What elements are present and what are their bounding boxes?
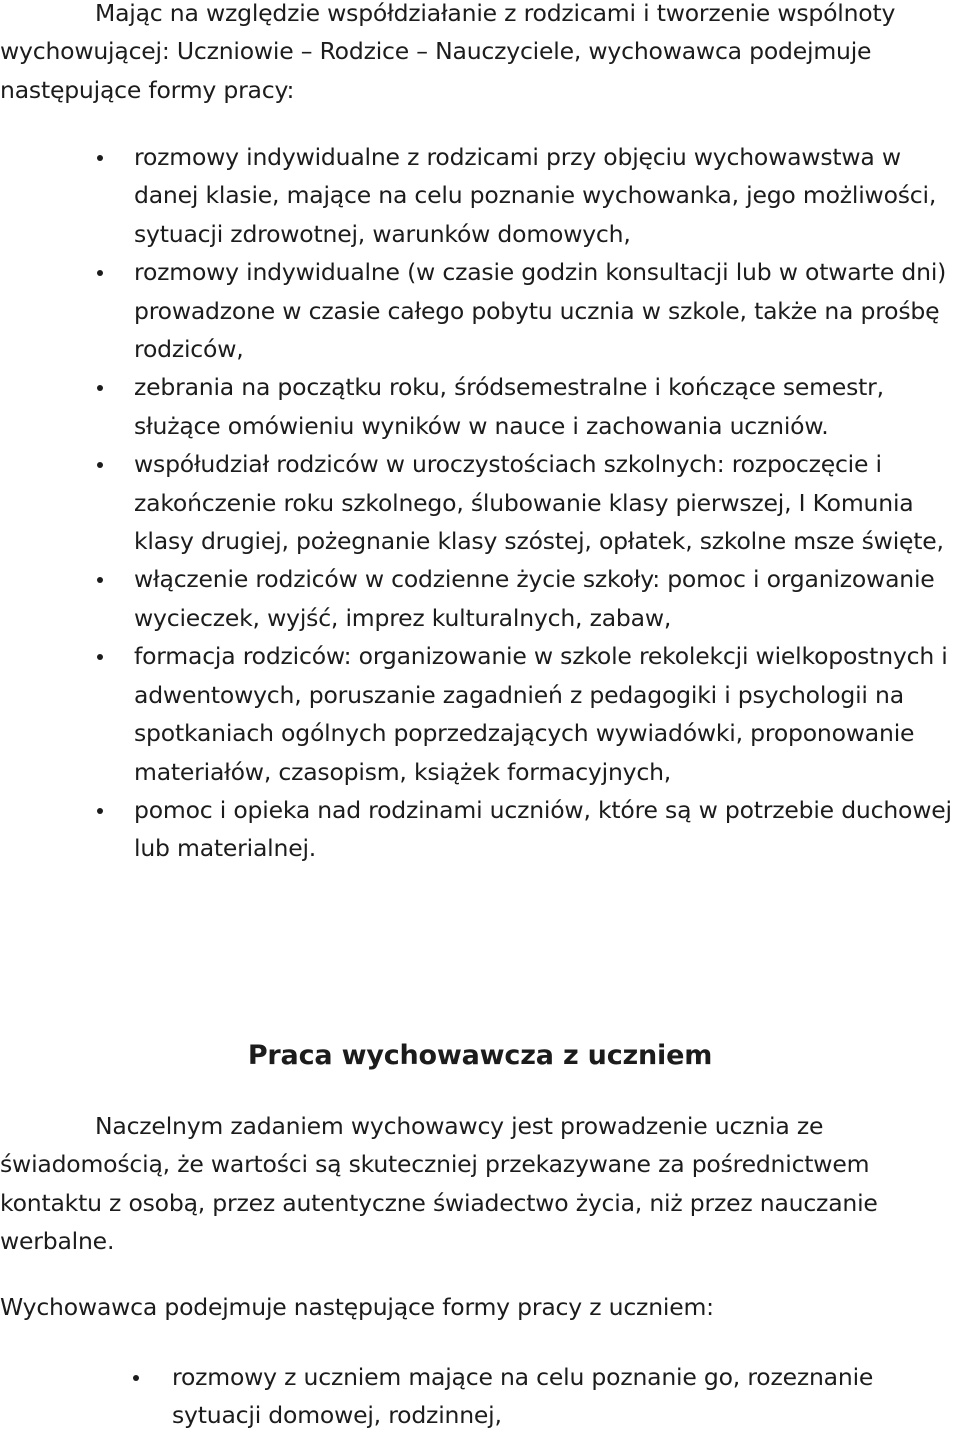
bullet-icon: [97, 577, 103, 583]
bullet-icon: [97, 270, 103, 276]
list-item: współudział rodziców w uroczystościach szkolnych: rozpoczęcie i zakończenie roku szkolnego, ślubowanie klasy pierwszej, I Komunia klasy drugiej, pożegnanie klasy szóstej, opłatek, szkolne msze święte,: [134, 445, 960, 560]
student-forms-list: [172, 1358, 952, 1435]
bullet-icon: [97, 462, 103, 468]
section-heading: Praca wychowawcza z uczniem: [247, 1040, 713, 1071]
intro-text: Mając na względzie współdziałanie z rodzicami i tworzenie wspólnoty wychowującej: Uczniowie – Rodzice – Nauczyciele, wychowawca podejmuje następujące formy pracy:: [0, 0, 896, 104]
list-item: włączenie rodziców w codzienne życie szkoły: pomoc i organizowanie wycieczek, wyjść, imprez kulturalnych, zabaw,: [134, 560, 960, 637]
bullet-icon: [97, 155, 103, 161]
list-item: rozmowy z uczniem mające na celu poznanie go, rozeznanie sytuacji domowej, rodzinnej,: [172, 1358, 952, 1435]
section-paragraph: [0, 1107, 958, 1261]
parent-forms-list: [134, 138, 960, 868]
bullet-icon: [97, 385, 103, 391]
bullet-icon: [97, 808, 103, 814]
section-paragraph-text: Naczelnym zadaniem wychowawcy jest prowadzenie ucznia ze świadomością, że wartości są skuteczniej przekazywane za pośrednictwem kontaktu z osobą, przez autentyczne świadectwo życia, niż przez nauczanie werbalne.: [0, 1112, 878, 1256]
list-item: pomoc i opieka nad rodzinami uczniów, które są w potrzebie duchowej lub materialnej.: [134, 791, 960, 868]
forms-intro: Wychowawca podejmuje następujące formy pracy z uczniem:: [0, 1293, 714, 1321]
bullet-icon: [97, 654, 103, 660]
list-item: rozmowy indywidualne (w czasie godzin konsultacji lub w otwarte dni) prowadzone w czasie całego pobytu ucznia w szkole, także na prośbę rodziców,: [134, 253, 960, 368]
bullet-icon: [133, 1375, 139, 1381]
list-item: formacja rodziców: organizowanie w szkole rekolekcji wielkopostnych i adwentowych, poruszanie zagadnień z pedagogiki i psychologii na spotkaniach ogólnych poprzedzających wywiadówki, proponowanie materiałów, czasopism, książek formacyjnych,: [134, 637, 960, 791]
list-item: zebrania na początku roku, śródsemestralne i kończące semestr, służące omówieniu wyników w nauce i zachowania uczniów.: [134, 368, 960, 445]
list-item: rozmowy indywidualne z rodzicami przy objęciu wychowawstwa w danej klasie, mające na celu poznanie wychowanka, jego możliwości, sytuacji zdrowotnej, warunków domowych,: [134, 138, 960, 253]
intro-paragraph: [0, 0, 958, 109]
